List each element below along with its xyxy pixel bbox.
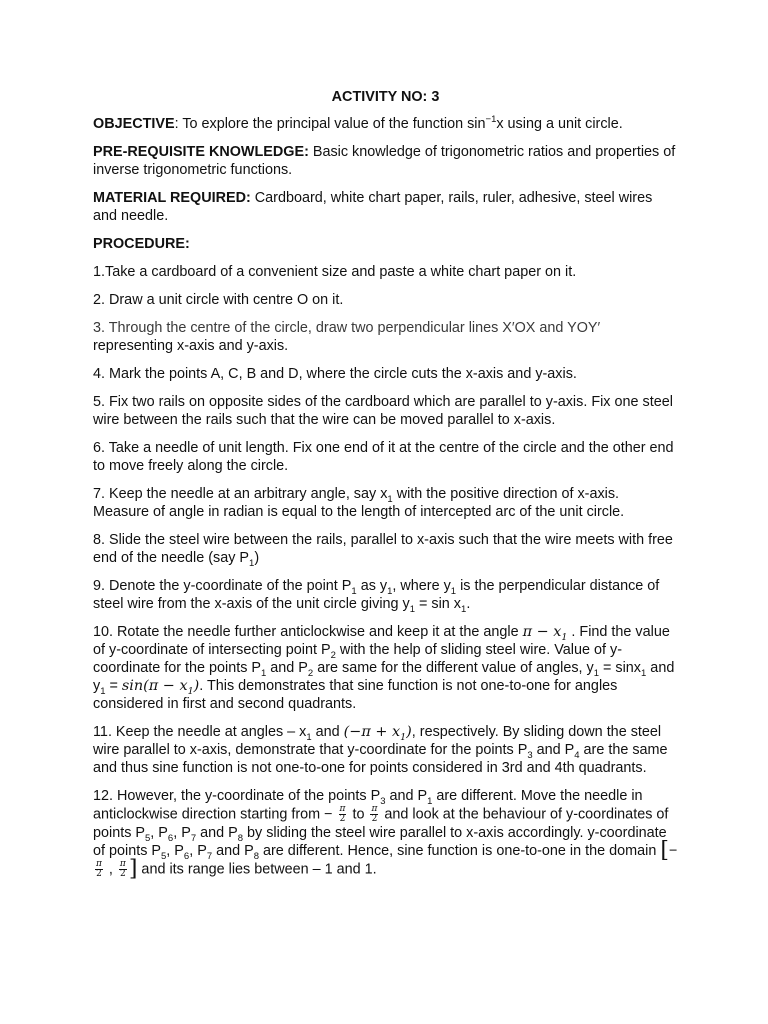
prerequisite-paragraph: PRE-REQUISITE KNOWLEDGE: Basic knowledge of trigonometric ratios and properties of inverse trigonometric functions. [93, 144, 676, 178]
procedure-step-8: 8. Slide the steel wire between the rails, parallel to x-axis such that the wire meets with free end of the needle (say $P_1$) [93, 532, 673, 569]
material-paragraph: MATERIAL REQUIRED: Cardboard, white chart paper, rails, ruler, adhesive, steel wires and needle. [93, 190, 653, 224]
procedure-step-1: 1.Take a cardboard of a convenient size and paste a white chart paper on it. [93, 264, 577, 280]
procedure-step-7: 7. Keep the needle at an arbitrary angle, say $x_1$ with the positive direction of x-axis. Measure of angle in radian is equal to the length of intercepted arc of the unit circle. [93, 486, 625, 520]
fraction-pi-over-2: $\frac{\pi}{2}$ [119, 859, 126, 880]
objective-paragraph: OBJECTIVE: To explore the principal value of the function $\sin^{-1}x$ using a unit circle. [93, 114, 623, 132]
material-label: MATERIAL REQUIRED: [93, 190, 251, 206]
activity-title: ACTIVITY NO: 3 [331, 89, 440, 105]
domain-right-bracket: ] [128, 856, 138, 882]
fraction-pi-over-2: $\frac{\pi}{2}$ [96, 859, 102, 880]
procedure-step-10: 10. Rotate the needle further anticlockwise and keep it at the angle $\pi - x_1$ . Find the value of y-coordinate of intersecting point $P_2$ with the help of sliding steel wire. Value of y-coordinate for the points $P_1$ and $P_2$ are same for the different value of angles, $y_1 = \sin x_1$ and $y_1 = \sin(\pi - x_1)$. This demonstrates that sine function is not one-to-one for angles considered in first and second quadrants. [93, 624, 675, 712]
math-sin-expression: $\sin(\pi - x_1)$ [121, 678, 200, 697]
objective-label: OBJECTIVE [93, 116, 175, 132]
math-neg-pi-plus-x1: $(-\pi + x_1)$ [343, 724, 412, 743]
procedure-step-4: 4. Mark the points A, C, B and D, where the circle cuts the x-axis and y-axis. [93, 366, 577, 382]
fraction-pi-over-2: $\frac{\pi}{2}$ [371, 804, 378, 824]
procedure-heading: PROCEDURE: [93, 236, 190, 252]
fraction-pi-over-2: $\frac{\pi}{2}$ [339, 804, 346, 824]
procedure-step-3: 3. Through the centre of the circle, draw two perpendicular lines X′OX and YOY′ representing x-axis and y-axis. [93, 320, 601, 354]
procedure-step-12: 12. However, the y-coordinate of the points $P_3$ and $P_1$ are different. Move the needle in anticlockwise direction starting from − $\frac{\pi}{2}$ to $\frac{\pi}{2}$ and look at the behaviour of y-coordinates of points $P_5$, $P_6$, $P_7$ and $P_8$ by sliding the steel wire parallel to x-axis accordingly. y-coordinate of points $P_5$, $P_6$, $P_7$ and $P_8$ are different. Hence, sine function is one-to-one in the domain [− $\frac{\pi}{2}$ , $\frac{\pi}{2}$ ] and its range lies between – 1 and 1. [93, 788, 678, 882]
procedure-step-6: 6. Take a needle of unit length. Fix one end of it at the centre of the circle and the other end to move freely along the circle. [93, 440, 674, 474]
document-body [93, 88, 678, 889]
domain-left-bracket: [ [660, 838, 669, 864]
procedure-step-11: 11. Keep the needle at angles – $x_1$ and $(-\pi + x_1)$, respectively. By sliding down the steel wire parallel to x-axis, demonstrate that y-coordinate for the points $P_3$ and $P_4$ are the same and thus sine function is not one-to-one for points considered in 3rd and 4th quadrants. [93, 724, 668, 776]
procedure-step-5: 5. Fix two rails on opposite sides of the cardboard which are parallel to y-axis. Fix one steel wire between the rails such that the wire can be moved parallel to x-axis. [93, 394, 673, 428]
math-pi-minus-x1: $\pi - x_1$ [522, 624, 568, 643]
procedure-step-2: 2. Draw a unit circle with centre O on it. [93, 292, 344, 308]
prerequisite-label: PRE-REQUISITE KNOWLEDGE: [93, 144, 309, 160]
procedure-step-9: 9. Denote the y-coordinate of the point $P_1$ as $y_1$, where $y_1$ is the perpendicular distance of steel wire from the x-axis of the unit circle giving $y_1 = \sin x_1$. [93, 578, 660, 615]
